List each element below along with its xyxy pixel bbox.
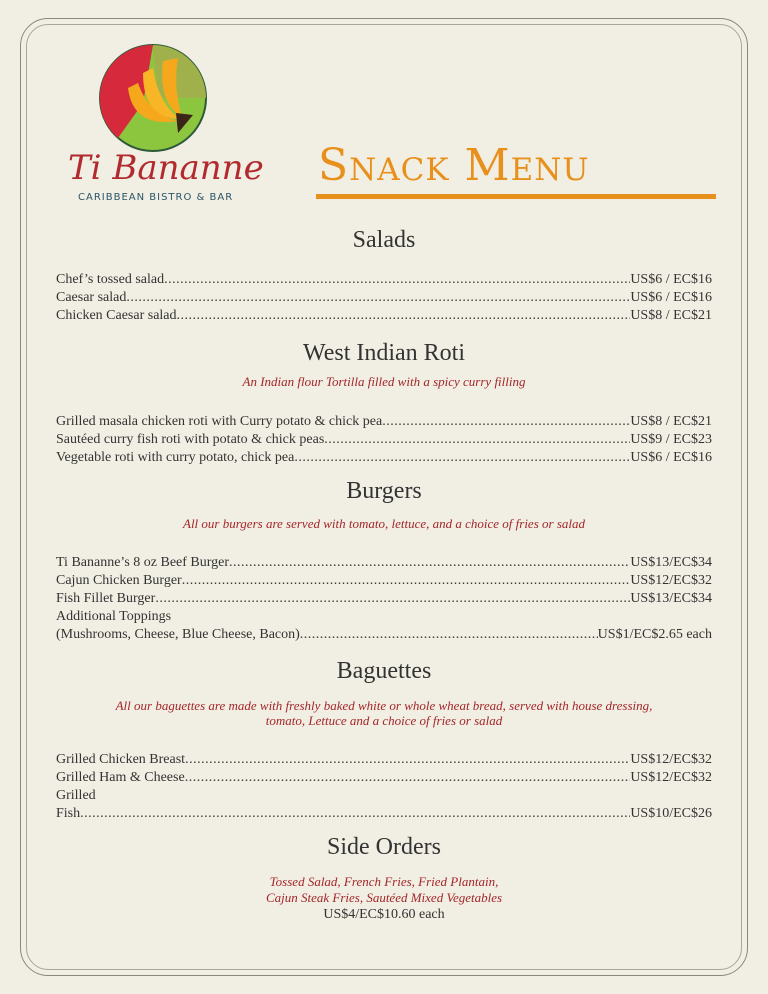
section-subtitle: An Indian flour Tortilla filled with a spicy curry filling — [242, 374, 526, 389]
brand-tagline: CARIBBEAN BISTRO & BAR — [78, 192, 234, 203]
section-subtitle: All our baguettes are made with freshly baked white or whole wheat bread, served with house dressing, — [115, 698, 653, 713]
section-heading: Baguettes — [336, 658, 432, 684]
section-heading: Burgers — [346, 478, 422, 504]
section-subtitle: tomato, Lettuce and a choice of fries or salad — [265, 713, 503, 728]
section-heading: West Indian Roti — [302, 340, 466, 366]
menu-item: (Mushrooms, Cheese, Blue Cheese, Bacon) ..... US$1/EC$2.65 each — [56, 626, 712, 644]
menu-item: Ti Bananne’s 8 oz Beef Burger ..... US$13/EC$34 — [56, 554, 712, 572]
menu-item: Fish Fillet Burger ..... US$13/EC$34 — [56, 590, 712, 608]
banana-logo-icon — [98, 43, 208, 153]
menu-item: Grilled Ham & Cheese ..... US$12/EC$32 — [56, 769, 712, 787]
burgers-section — [56, 477, 712, 644]
section-subtitle: All our burgers are served with tomato, lettuce, and a choice of fries or salad — [183, 516, 585, 531]
menu-item: Chef’s tossed salad ..... US$6 / EC$16 — [56, 271, 712, 289]
menu-item: Cajun Chicken Burger ..... US$12/EC$32 — [56, 572, 712, 590]
menu-item: Caesar salad ..... US$6 / EC$16 — [56, 289, 712, 307]
roti-section — [56, 339, 712, 467]
sides-section — [56, 833, 712, 923]
menu-item: Chicken Caesar salad ..... US$8 / EC$21 — [56, 307, 712, 325]
section-subtitle: Tossed Salad, French Fries, Fried Plantain, — [269, 874, 499, 889]
menu-item: Fish ..... US$10/EC$26 — [56, 805, 712, 823]
page-title: Snack Menu — [318, 140, 590, 191]
menu-item: Grilled masala chicken roti with Curry potato & chick pea ..... US$8 / EC$21 — [56, 413, 712, 431]
salads-section — [56, 226, 712, 325]
menu-item: Vegetable roti with curry potato, chick pea ..... US$6 / EC$16 — [56, 449, 712, 467]
section-subtitle: Cajun Steak Fries, Sautéed Mixed Vegetables — [265, 890, 503, 905]
baguettes-section — [56, 657, 712, 823]
brand-name: Ti Bananne — [68, 148, 264, 188]
title-underline — [316, 194, 716, 199]
menu-item: Sautéed curry fish roti with potato & chick peas ..... US$9 / EC$23 — [56, 431, 712, 449]
menu-item: Grilled Chicken Breast ..... US$12/EC$32 — [56, 751, 712, 769]
toppings-label: Additional Toppings — [56, 609, 172, 624]
section-heading: Side Orders — [327, 834, 441, 860]
menu-item-prefix: Grilled — [56, 788, 96, 803]
section-heading: Salads — [352, 227, 416, 253]
sides-price: US$4/EC$10.60 each — [323, 907, 445, 922]
